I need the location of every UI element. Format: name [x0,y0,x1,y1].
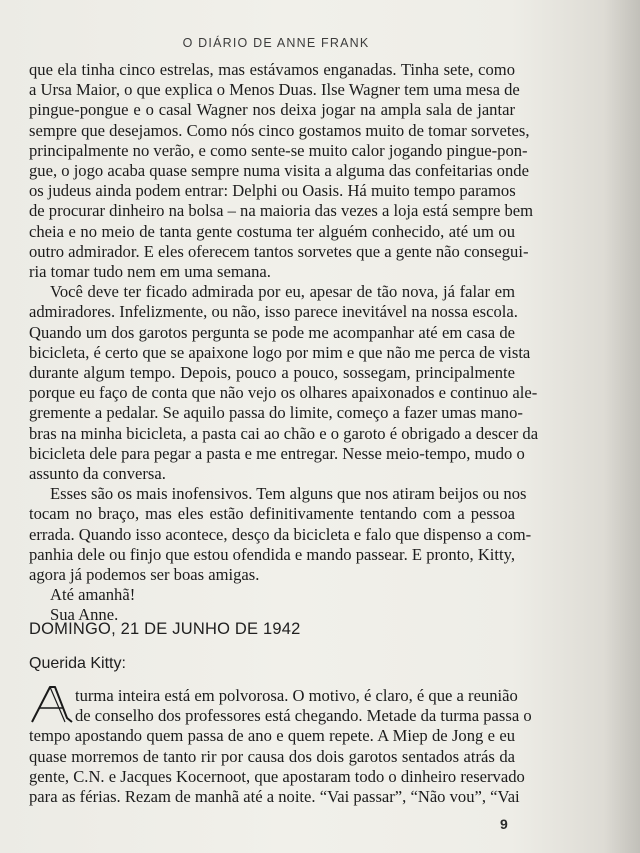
drop-cap-letter [29,684,73,724]
page-edge-shadow [604,0,640,853]
text-line: bicicleta dele para pegar a pasta e me entregar. Nesse meio-tempo, mudo o [29,443,525,463]
text-line: tocam no braço, mas eles estão definitivamente tentando com a pessoa [29,504,515,524]
text-line: gente, C.N. e Jacques Kocernoot, que apostaram todo o dinheiro reservado [29,766,525,786]
text-line: porque eu faço de conta que não vejo os olhares apaixonados e continuo ale- [29,383,538,403]
text-line: assunto da conversa. [29,464,166,484]
text-line: gremente a pedalar. Se aquilo passa do limite, começo a fazer umas mano- [29,403,523,423]
text-line: cheia e no meio de tanta gente costuma ter alguém conhecido, até um ou [29,221,515,241]
text-line: gue, o jogo acaba quase sempre numa visita a alguma das confeitarias onde [29,161,529,181]
entry-date-heading: DOMINGO, 21 DE JUNHO DE 1942 [29,620,301,638]
text-line: Quando um dos garotos pergunta se pode me acompanhar até em casa de [29,322,515,342]
text-line: bras na minha bicicleta, a pasta cai ao chão e o garoto é obrigado a descer da [29,423,539,443]
diary-body-text [29,60,539,626]
text-line: de procurar dinheiro na bolsa – na maioria das vezes a loja está sempre bem [29,201,534,221]
text-line: ria tomar tudo nem em uma semana. [29,262,271,282]
text-line: de conselho dos professores está chegando. Metade da turma passa o [75,706,532,726]
closing-signature: Sua Anne. [50,605,119,625]
text-line: panhia dele ou finjo que estou ofendida e mando passear. E pronto, Kitty, [29,544,516,564]
paragraph [29,484,532,585]
text-line: agora já podemos ser boas amigas. [29,565,260,585]
text-line: sempre que desejamos. Como nós cinco gostamos muito de tomar sorvetes, [29,120,530,140]
entry-body-text [29,686,532,807]
text-line: principalmente no verão, e como sente-se muito calor jogando pingue-pon- [29,140,528,160]
text-line: tempo apostando quem passa de ano e quem repete. A Miep de Jong e eu [29,726,515,746]
text-line: outro admirador. E eles oferecem tantos sorvetes que a gente não consegui- [29,241,529,261]
text-line: errada. Quando isso acontece, desço da bicicleta e falo que dispenso a com- [29,524,532,544]
text-line: para as férias. Rezam de manhã até a noite. “Vai passar”, “Não vou”, “Vai [29,787,520,807]
text-line: turma inteira está em polvorosa. O motivo, é claro, é que a reunião [75,686,518,705]
text-line: Esses são os mais inofensivos. Tem alguns que nos atiram beijos ou nos [50,484,527,504]
text-line: bicicleta, é certo que se apaixone logo por mim e que não me perca de vista [29,342,531,362]
running-header: O DIÁRIO DE ANNE FRANK [182,36,370,50]
page-number: 9 [500,816,508,832]
text-line: admiradores. Infelizmente, ou não, isso parece inevitável na nossa escola. [29,302,518,322]
closing-farewell: Até amanhã! [50,585,136,605]
paragraph [29,60,534,282]
text-line: durante algum tempo. Depois, pouco a pouco, sossegam, principalmente [29,363,515,383]
text-line: quase morremos de tanto rir por causa dos dois garotos sentados atrás da [29,746,515,766]
text-line: a Ursa Maior, o que explica o Menos Duas. Ilse Wagner tem uma mesa de [29,80,520,100]
text-line: Você deve ter ficado admirada por eu, apesar de tão nova, já falar em [50,282,515,302]
entry-salutation: Querida Kitty: [29,655,126,672]
text-line: os judeus ainda podem entrar: Delphi ou Oasis. Há muito tempo paramos [29,181,516,201]
text-line: pingue-pongue e o casal Wagner nos deixa jogar na ampla sala de jantar [29,100,515,120]
paragraph [29,282,539,484]
text-line: que ela tinha cinco estrelas, mas estávamos enganadas. Tinha sete, como [29,60,515,79]
